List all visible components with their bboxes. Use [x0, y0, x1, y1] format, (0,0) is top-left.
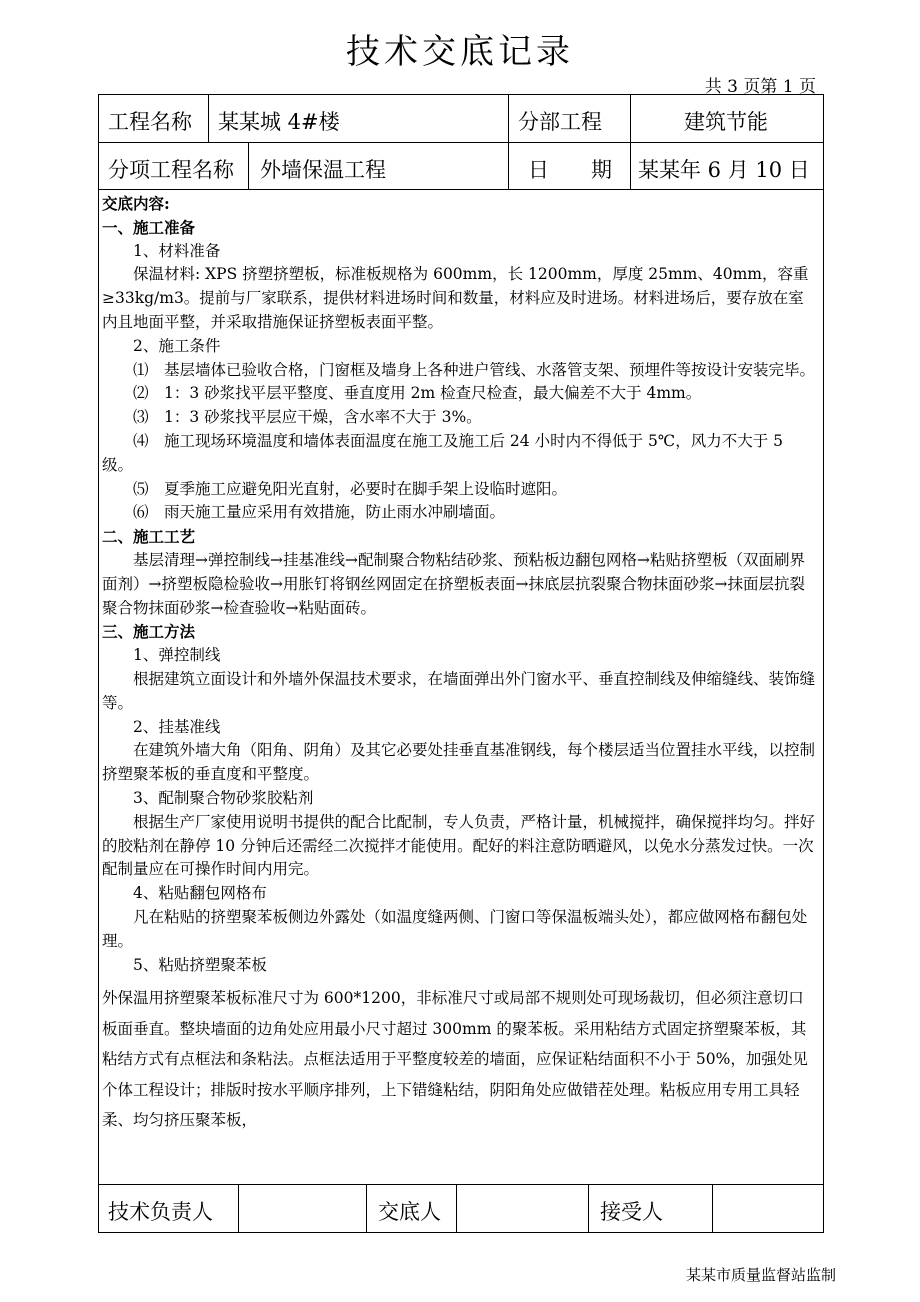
condition-item: ⑹ 雨天施工量应采用有效措施，防止雨水冲刷墙面。 [133, 503, 506, 522]
project-name-value: 某某城 4#楼 [218, 110, 340, 134]
header-col-divider-2 [248, 142, 249, 190]
receiver-label: 接受人 [600, 1200, 663, 1224]
sig-divider-5 [712, 1184, 713, 1233]
paragraph: 外保温用挤塑聚苯板标准尺寸为 600*1200，非标准尺寸或局部不规则处可现场裁切，但必须注意切口板面垂直。整块墙面的边角处应用最小尺寸超过 300mm 的聚苯板。采用粘结方式固定挤塑聚苯板，其粘结方式有点框法和条粘法。点框法适用于平整度较差的墙面，应保证粘结面积不小于 50%，加强处见个体工程设计；排版时按水平顺序排列，上下错缝粘结，阴阳角处应做错茬处理。粘板应用专用工具轻柔、均匀挤压聚苯板， [102, 989, 808, 1129]
paragraph: 根据建筑立面设计和外墙外保温技术要求，在墙面弹出外门窗水平、垂直控制线及伸缩缝线、装饰缝等。 [102, 669, 816, 712]
paragraph: 凡在粘贴的挤塑聚苯板侧边外露处（如温度缝两侧、门窗口等保温板端头处），都应做网格布翻包处理。 [102, 907, 808, 950]
subsection-heading: 4、粘贴翻包网格布 [133, 884, 267, 903]
sig-divider-1 [238, 1184, 239, 1233]
tech-lead-label: 技术负责人 [108, 1200, 213, 1224]
condition-item: ⑴ 基层墙体已验收合格，门窗框及墙身上各种进户管线、水落管支架、预埋件等按设计安装完毕。 [133, 360, 816, 379]
subsection-heading: 5、粘贴挤塑聚苯板 [133, 955, 267, 974]
sig-divider-4 [588, 1184, 589, 1233]
subsection-heading: 2、挂基准线 [133, 717, 221, 736]
subsection-heading: 2、施工条件 [133, 336, 221, 355]
condition-item: ⑵ 1：3 砂浆找平层平整度、垂直度用 2m 检查尺检查，最大偏差不大于 4mm。 [133, 384, 702, 403]
section-heading-1: 一、施工准备 [102, 217, 196, 237]
sig-divider-2 [366, 1184, 367, 1233]
issuer-footer: 某某市质量监督站监制 [685, 1266, 836, 1284]
subsection-heading: 3、配制聚合物砂浆胶粘剂 [133, 788, 314, 807]
condition-item: ⑷ 施工现场环境温度和墙体表面温度在施工及施工后 24 小时内不得低于 5℃，风力不大于 5 级。 [102, 431, 783, 474]
paragraph: 保温材料: XPS 挤塑挤塑板，标准板规格为 600mm，长 1200mm，厚度 25mm、40mm，容重≥33kg/m3。提前与厂家联系，提供材料进场时间和数量，材料应及时进场。材料进场后，要存放在室内且地面平整，并采取措施保证挤塑板表面平整。 [102, 265, 809, 331]
subsection-heading: 1、材料准备 [133, 241, 221, 260]
subproject-value: 外墙保温工程 [260, 158, 386, 182]
document-title: 技术交底记录 [346, 32, 574, 72]
paragraph: 基层清理→弹控制线→挂基准线→配制聚合物粘结砂浆、预粘板边翻包网格→粘贴挤塑板（双面刷界面剂）→挤塑板隐检验收→用胀钉将钢丝网固定在挤塑板表面→抹底层抗裂聚合物抹面砂浆→抹面层抗裂聚合物抹面砂浆→检查验收→粘贴面砖。 [102, 550, 805, 617]
content-body [102, 192, 818, 1135]
project-name-label: 工程名称 [108, 110, 192, 134]
content-intro: 交底内容: [102, 194, 170, 213]
section-heading-3: 三、施工方法 [102, 622, 196, 642]
handover-label: 交底人 [378, 1200, 441, 1224]
date-value: 某某年 6 月 10 日 [638, 158, 810, 182]
header-col-divider-3 [508, 94, 509, 190]
page-info: 共 3 页第 1 页 [704, 77, 816, 97]
section-heading-2: 二、施工工艺 [102, 527, 196, 547]
header-col-divider-1 [208, 94, 209, 142]
subproject-label: 分项工程名称 [108, 158, 234, 182]
condition-item: ⑶ 1：3 砂浆找平层应干燥，含水率不大于 3%。 [133, 408, 482, 427]
paragraph: 在建筑外墙大角（阳角、阴角）及其它必要处挂垂直基准钢线，每个楼层适当位置挂水平线，以控制挤塑聚苯板的垂直度和平整度。 [102, 741, 816, 784]
division-label: 分部工程 [518, 110, 602, 134]
subsection-heading: 1、弹控制线 [133, 646, 221, 665]
condition-item: ⑸ 夏季施工应避免阳光直射，必要时在脚手架上设临时遮阳。 [133, 479, 568, 498]
date-label: 日 期 [528, 158, 612, 182]
paragraph: 根据生产厂家使用说明书提供的配合比配制，专人负责，严格计量，机械搅拌，确保搅拌均匀。拌好的胶粘剂在静停 10 分钟后还需经二次搅拌才能使用。配好的料注意防晒避风，以免水分蒸发过快。一次配制量应在可操作时间内用完。 [102, 812, 816, 879]
division-value: 建筑节能 [684, 110, 768, 134]
header-row-divider [98, 142, 824, 143]
header-col-divider-4 [630, 94, 631, 190]
sig-divider-3 [456, 1184, 457, 1233]
